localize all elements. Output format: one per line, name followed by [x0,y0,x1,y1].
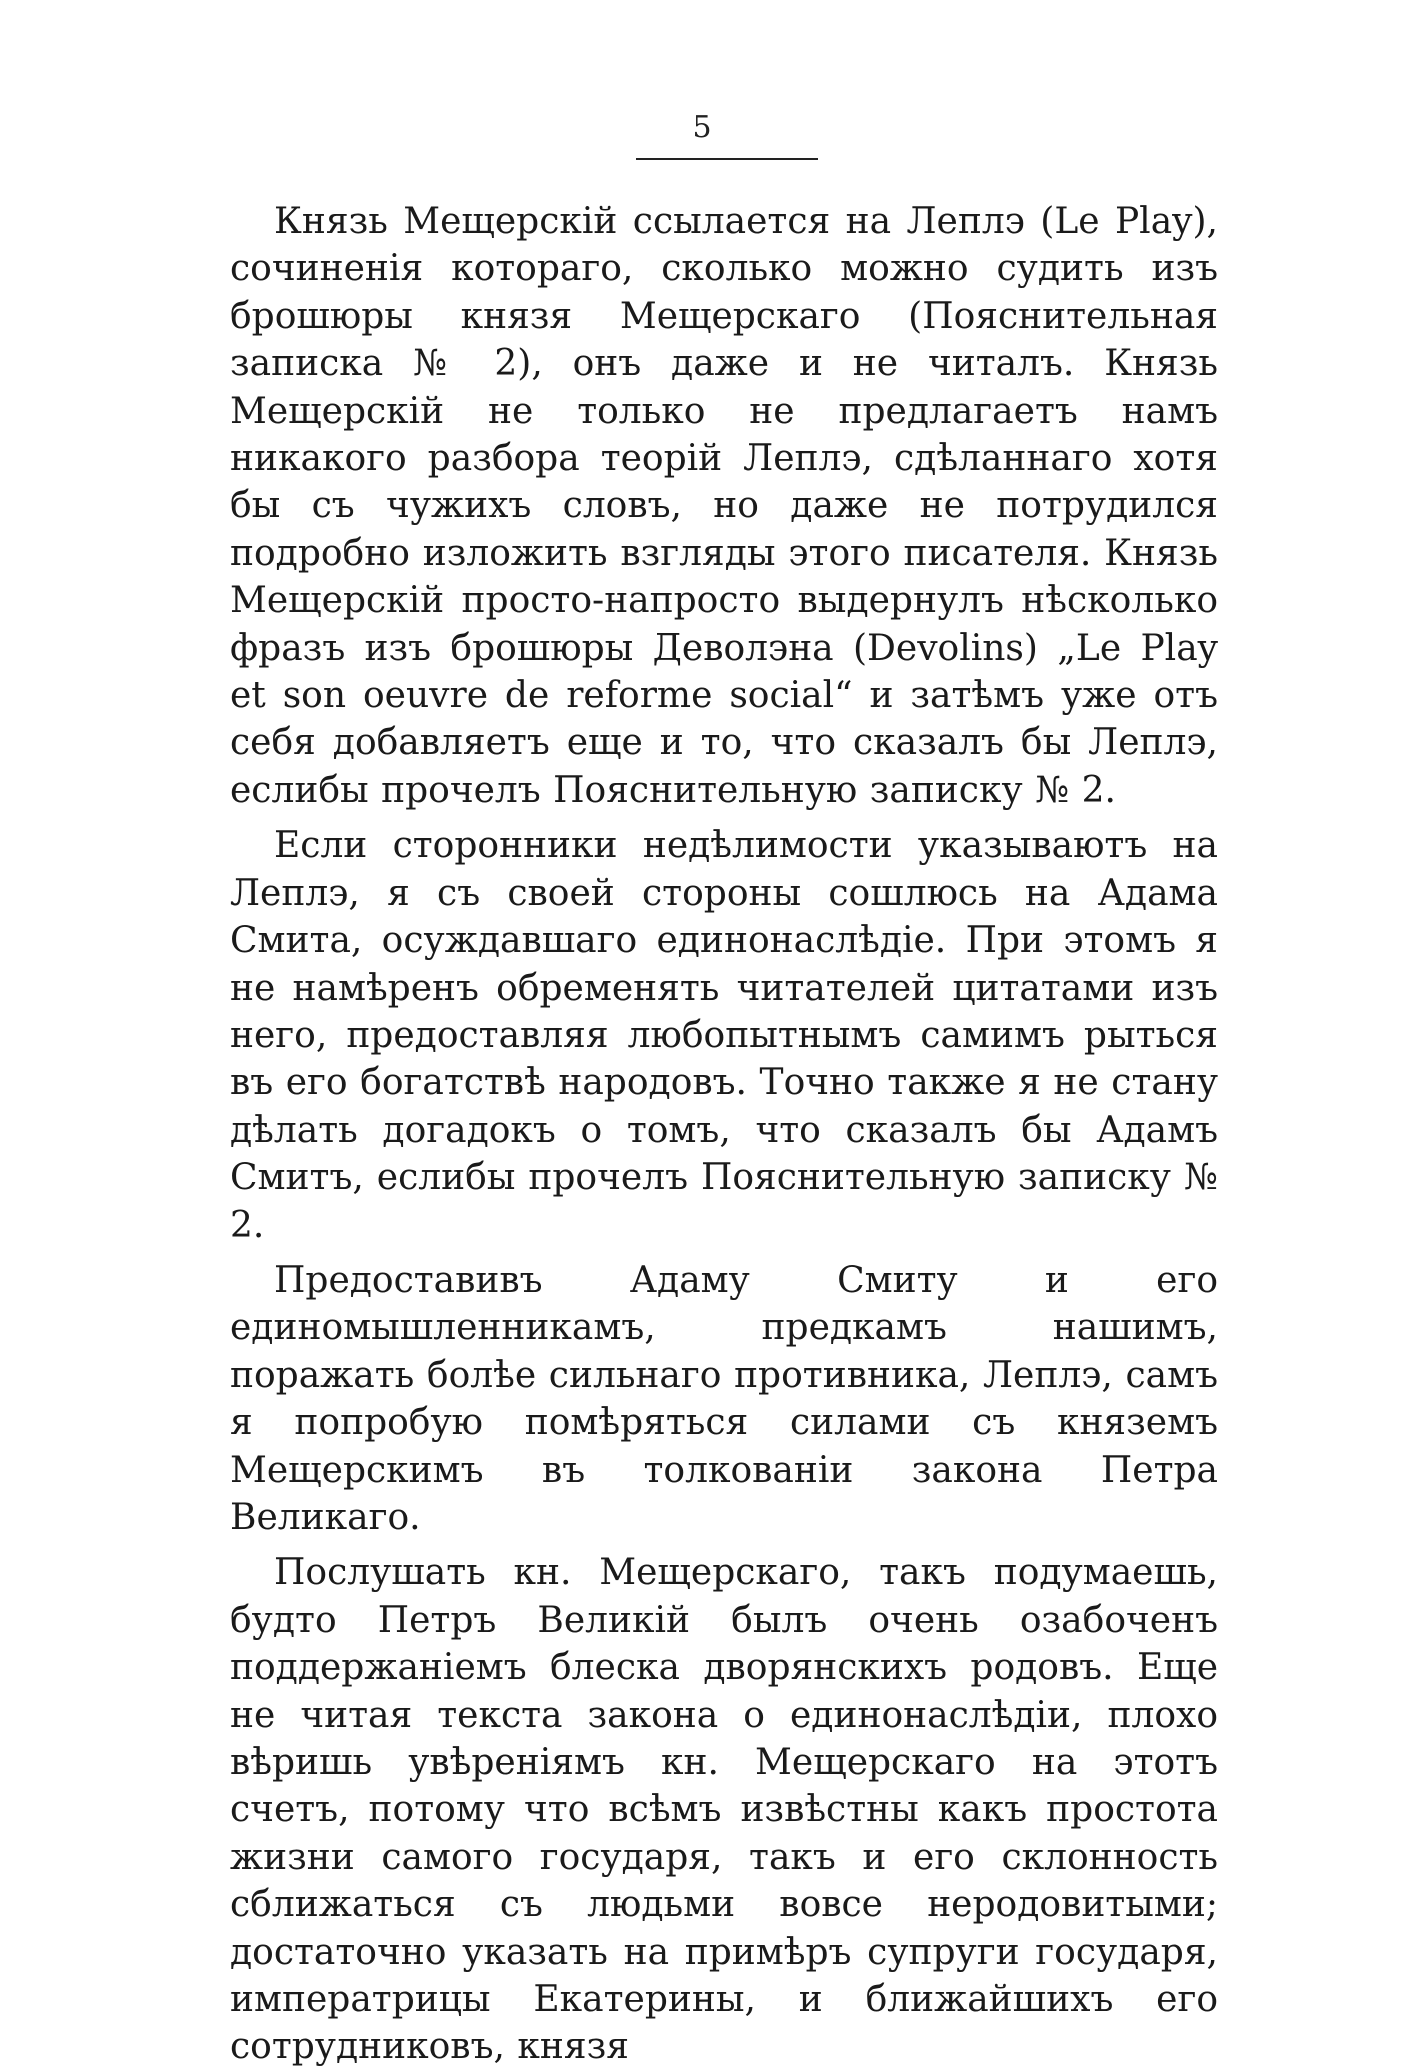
body-text [230,198,1218,2071]
paragraph-2: Если сторонники недѣлимости указываютъ на Леплэ, я съ своей стороны сошлюсь на Адама Смита, осуждавшаго единонаслѣдіе. При этомъ я не намѣренъ обременять читателей цитатами изъ него, предоставляя любопытнымъ самимъ рыться въ его богатствѣ народовъ. Точно также я не стану дѣлать догадокъ о томъ, что сказалъ бы Адамъ Смитъ, еслибы прочелъ Пояснительную записку № 2. [230,825,1218,1246]
header-rule [636,158,818,160]
page-number: 5 [692,110,712,145]
paragraph-1: Князь Мещерскій ссылается на Леплэ (Le Play), сочиненія котораго, сколько можно судить изъ брошюры князя Мещерскаго (Пояснительная записка № 2), онъ даже и не читалъ. Князь Мещерскій не только не предлагаетъ намъ никакого разбора теорій Леплэ, сдѣланнаго хотя бы съ чужихъ словъ, но даже не потрудился подробно изложить взгляды этого писателя. Князь Мещерскій просто-напросто выдернулъ нѣсколько фразъ изъ брошюры Деволэна (Devolins) „Le Play et son oeuvre de reforme social“ и затѣмъ уже отъ себя добавляетъ еще и то, что сказалъ бы Леплэ, еслибы прочелъ Пояснительную записку № 2. [230,201,1218,811]
paragraph-3: Предоставивъ Адаму Смиту и его единомышленникамъ, предкамъ нашимъ, поражать болѣе сильнаго противника, Леплэ, самъ я попробую помѣряться силами съ княземъ Мещерскимъ въ толкованіи закона Петра Великаго. [230,1259,1218,1538]
paragraph-4: Послушать кн. Мещерскаго, такъ подумаешь, будто Петръ Великій былъ очень озабоченъ поддержаніемъ блеска дворянскихъ родовъ. Еще не читая текста закона о единонаслѣдіи, плохо вѣришь увѣреніямъ кн. Мещерскаго на этотъ счетъ, потому что всѣмъ извѣстны какъ простота жизни самого государя, такъ и его склонность сближаться съ людьми вовсе неродовитыми; достаточно указать на примѣръ супруги государя, императрицы Екатерины, и ближайшихъ его сотрудниковъ, князя [230,1552,1218,2068]
